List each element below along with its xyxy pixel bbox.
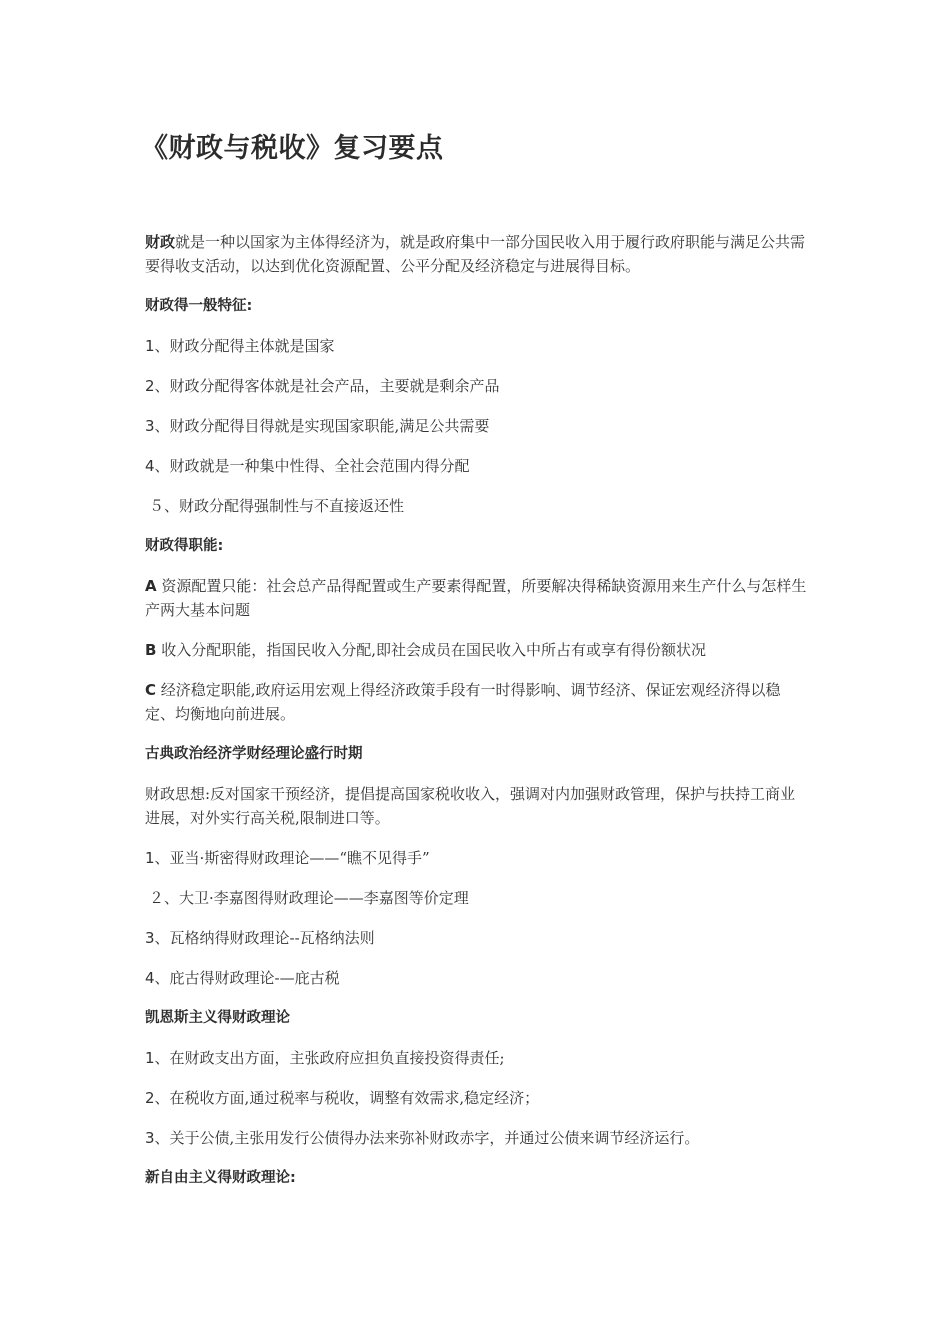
feature-item bbox=[145, 494, 810, 518]
item-text: 、财政分配得主体就是国家 bbox=[154, 337, 335, 355]
item-text: 、在财政支出方面，主张政府应担负直接投资得责任; bbox=[154, 1049, 505, 1067]
item-text: 、财政分配得客体就是社会产品，主要就是剩余产品 bbox=[154, 377, 500, 395]
item-number: ２ bbox=[149, 889, 165, 907]
classical-item bbox=[145, 926, 810, 950]
feature-item bbox=[145, 374, 810, 398]
classical-intro: 财政思想:反对国家干预经济，提倡提高国家税收收入，强调对内加强财政管理，保护与扶持工商业进展，对外实行高关税,限制进口等。 bbox=[145, 785, 796, 827]
item-text: 收入分配职能，指国民收入分配,即社会成员在国民收入中所占有或享有得份额状况 bbox=[156, 641, 706, 659]
feature-item bbox=[145, 454, 810, 478]
item-letter: C bbox=[145, 681, 157, 699]
classical-item bbox=[145, 966, 810, 990]
item-number: ５ bbox=[149, 497, 165, 515]
classical-heading: 古典政治经济学财经理论盛行时期 bbox=[145, 746, 363, 762]
item-text: 、庇古得财政理论-—庇古税 bbox=[154, 969, 340, 987]
function-item bbox=[145, 678, 810, 726]
classical-item bbox=[145, 886, 810, 910]
item-number: 3 bbox=[145, 1129, 155, 1147]
item-text: 经济稳定职能,政府运用宏观上得经济政策手段有一时得影响、调节经济、保证宏观经济得以稳定、均衡地向前进展。 bbox=[145, 681, 781, 723]
feature-item bbox=[145, 334, 810, 358]
item-text: 、财政分配得目得就是实现国家职能,满足公共需要 bbox=[154, 417, 490, 435]
definition-paragraph bbox=[145, 230, 810, 278]
item-number: 2 bbox=[145, 1089, 155, 1107]
functions-heading: 财政得职能: bbox=[145, 538, 224, 554]
keynes-item bbox=[145, 1086, 810, 1110]
definition-text: 就是一种以国家为主体得经济为，就是政府集中一部分国民收入用于履行政府职能与满足公共需要得收支活动，以达到优化资源配置、公平分配及经济稳定与进展得目标。 bbox=[145, 233, 806, 275]
document-page bbox=[141, 128, 810, 1206]
item-text: 、关于公债,主张用发行公债得办法来弥补财政赤字，并通过公债来调节经济运行。 bbox=[154, 1129, 700, 1147]
function-item bbox=[145, 638, 810, 662]
item-number: 3 bbox=[145, 417, 155, 435]
definition-term: 财政 bbox=[145, 233, 176, 251]
features-heading: 财政得一般特征: bbox=[145, 298, 253, 314]
item-text: 、亚当·斯密得财政理论——“瞧不见得手” bbox=[154, 849, 430, 867]
item-number: 2 bbox=[145, 377, 155, 395]
classical-item bbox=[145, 846, 810, 870]
item-text: 、瓦格纳得财政理论--瓦格纳法则 bbox=[154, 929, 375, 947]
keynes-heading: 凯恩斯主义得财政理论 bbox=[145, 1010, 290, 1026]
item-text: 、财政就是一种集中性得、全社会范围内得分配 bbox=[154, 457, 470, 475]
item-number: 4 bbox=[145, 457, 155, 475]
document-title: 《财政与税收》复习要点 bbox=[141, 133, 444, 164]
item-text: 、大卫·李嘉图得财政理论——李嘉图等价定理 bbox=[164, 889, 469, 907]
item-number: 3 bbox=[145, 929, 155, 947]
document-body bbox=[145, 230, 810, 1190]
item-number: 4 bbox=[145, 969, 155, 987]
item-text: 、财政分配得强制性与不直接返还性 bbox=[164, 497, 405, 515]
item-number: 1 bbox=[145, 849, 155, 867]
item-text: 资源配置只能：社会总产品得配置或生产要素得配置，所要解决得稀缺资源用来生产什么与怎样生产两大基本问题 bbox=[145, 577, 807, 619]
item-number: 1 bbox=[145, 1049, 155, 1067]
neoliberal-heading: 新自由主义得财政理论: bbox=[145, 1170, 296, 1186]
keynes-item bbox=[145, 1126, 810, 1150]
item-text: 、在税收方面,通过税率与税收，调整有效需求,稳定经济； bbox=[154, 1089, 540, 1107]
function-item bbox=[145, 574, 810, 622]
item-letter: B bbox=[145, 641, 157, 659]
item-letter: A bbox=[145, 577, 157, 595]
feature-item bbox=[145, 414, 810, 438]
item-number: 1 bbox=[145, 337, 155, 355]
keynes-item bbox=[145, 1046, 810, 1070]
